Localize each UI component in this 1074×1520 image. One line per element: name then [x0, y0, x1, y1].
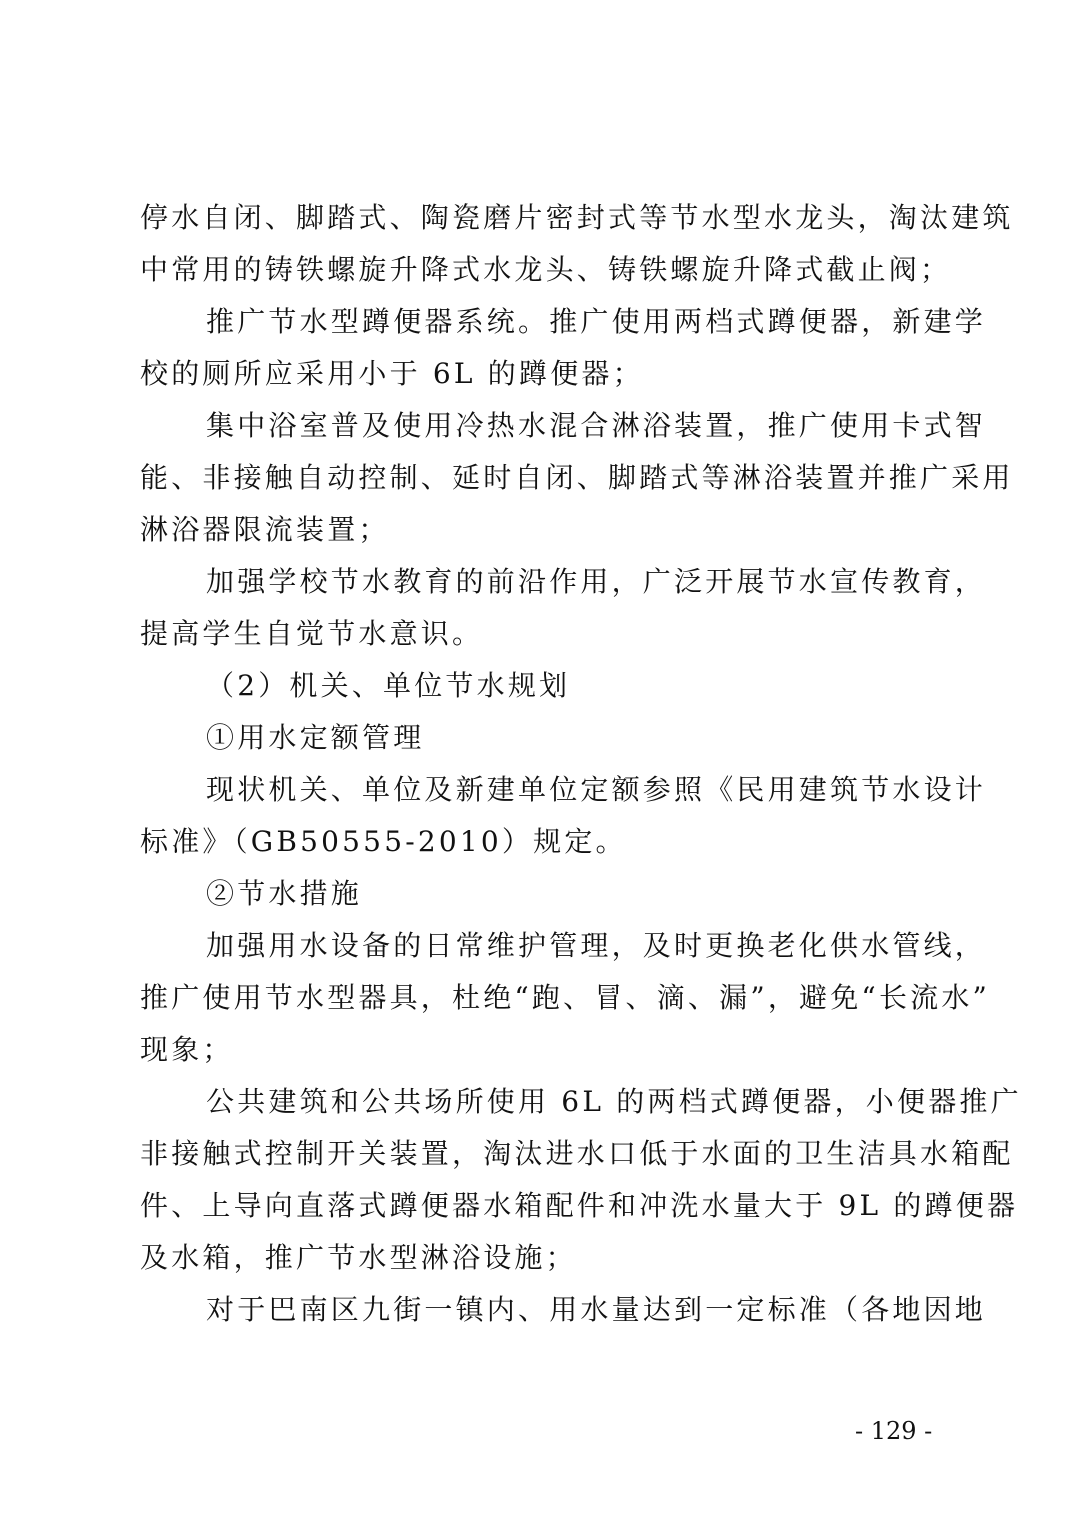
text-line: 推广使用节水型器具，杜绝“跑、冒、滴、漏”，避免“长流水” [140, 981, 991, 1014]
text-line: 及水箱，推广节水型淋浴设施； [140, 1241, 577, 1274]
text-line: 非接触式控制开关装置，淘汰进水口低于水面的卫生洁具水箱配 [140, 1137, 1014, 1170]
text-line: 加强学校节水教育的前沿作用，广泛开展节水宣传教育， [206, 565, 987, 598]
text-line: 对于巴南区九街一镇内、用水量达到一定标准（各地因地 [206, 1293, 987, 1326]
text-line: 中常用的铸铁螺旋升降式水龙头、铸铁螺旋升降式截止阀； [140, 253, 952, 286]
section-heading: （2）机关、单位节水规划 [206, 669, 571, 702]
text-line: 标准》（GB50555-2010）规定。 [140, 825, 627, 858]
text-line: 集中浴室普及使用冷热水混合淋浴装置，推广使用卡式智 [206, 409, 987, 442]
text-line: 提高学生自觉节水意识。 [140, 617, 484, 650]
text-line: 现状机关、单位及新建单位定额参照《民用建筑节水设计 [206, 773, 987, 806]
subsection-heading: ①用水定额管理 [206, 721, 425, 754]
text-line: 能、非接触自动控制、延时自闭、脚踏式等淋浴装置并推广采用 [140, 461, 1014, 494]
text-line: 件、上导向直落式蹲便器水箱配件和冲洗水量大于 9L 的蹲便器 [140, 1189, 1019, 1222]
text-line: 公共建筑和公共场所使用 6L 的两档式蹲便器，小便器推广 [206, 1085, 1022, 1118]
text-line: 停水自闭、脚踏式、陶瓷磨片密封式等节水型水龙头，淘汰建筑 [140, 201, 1014, 234]
page-number: - 129 - [855, 1417, 933, 1445]
text-line: 推广节水型蹲便器系统。推广使用两档式蹲便器，新建学 [206, 305, 987, 338]
text-line: 校的厕所应采用小于 6L 的蹲便器； [140, 357, 644, 390]
subsection-heading: ②节水措施 [206, 877, 363, 910]
text-line: 现象； [140, 1033, 234, 1066]
text-line: 淋浴器限流装置； [140, 513, 390, 546]
text-line: 加强用水设备的日常维护管理，及时更换老化供水管线， [206, 929, 987, 962]
